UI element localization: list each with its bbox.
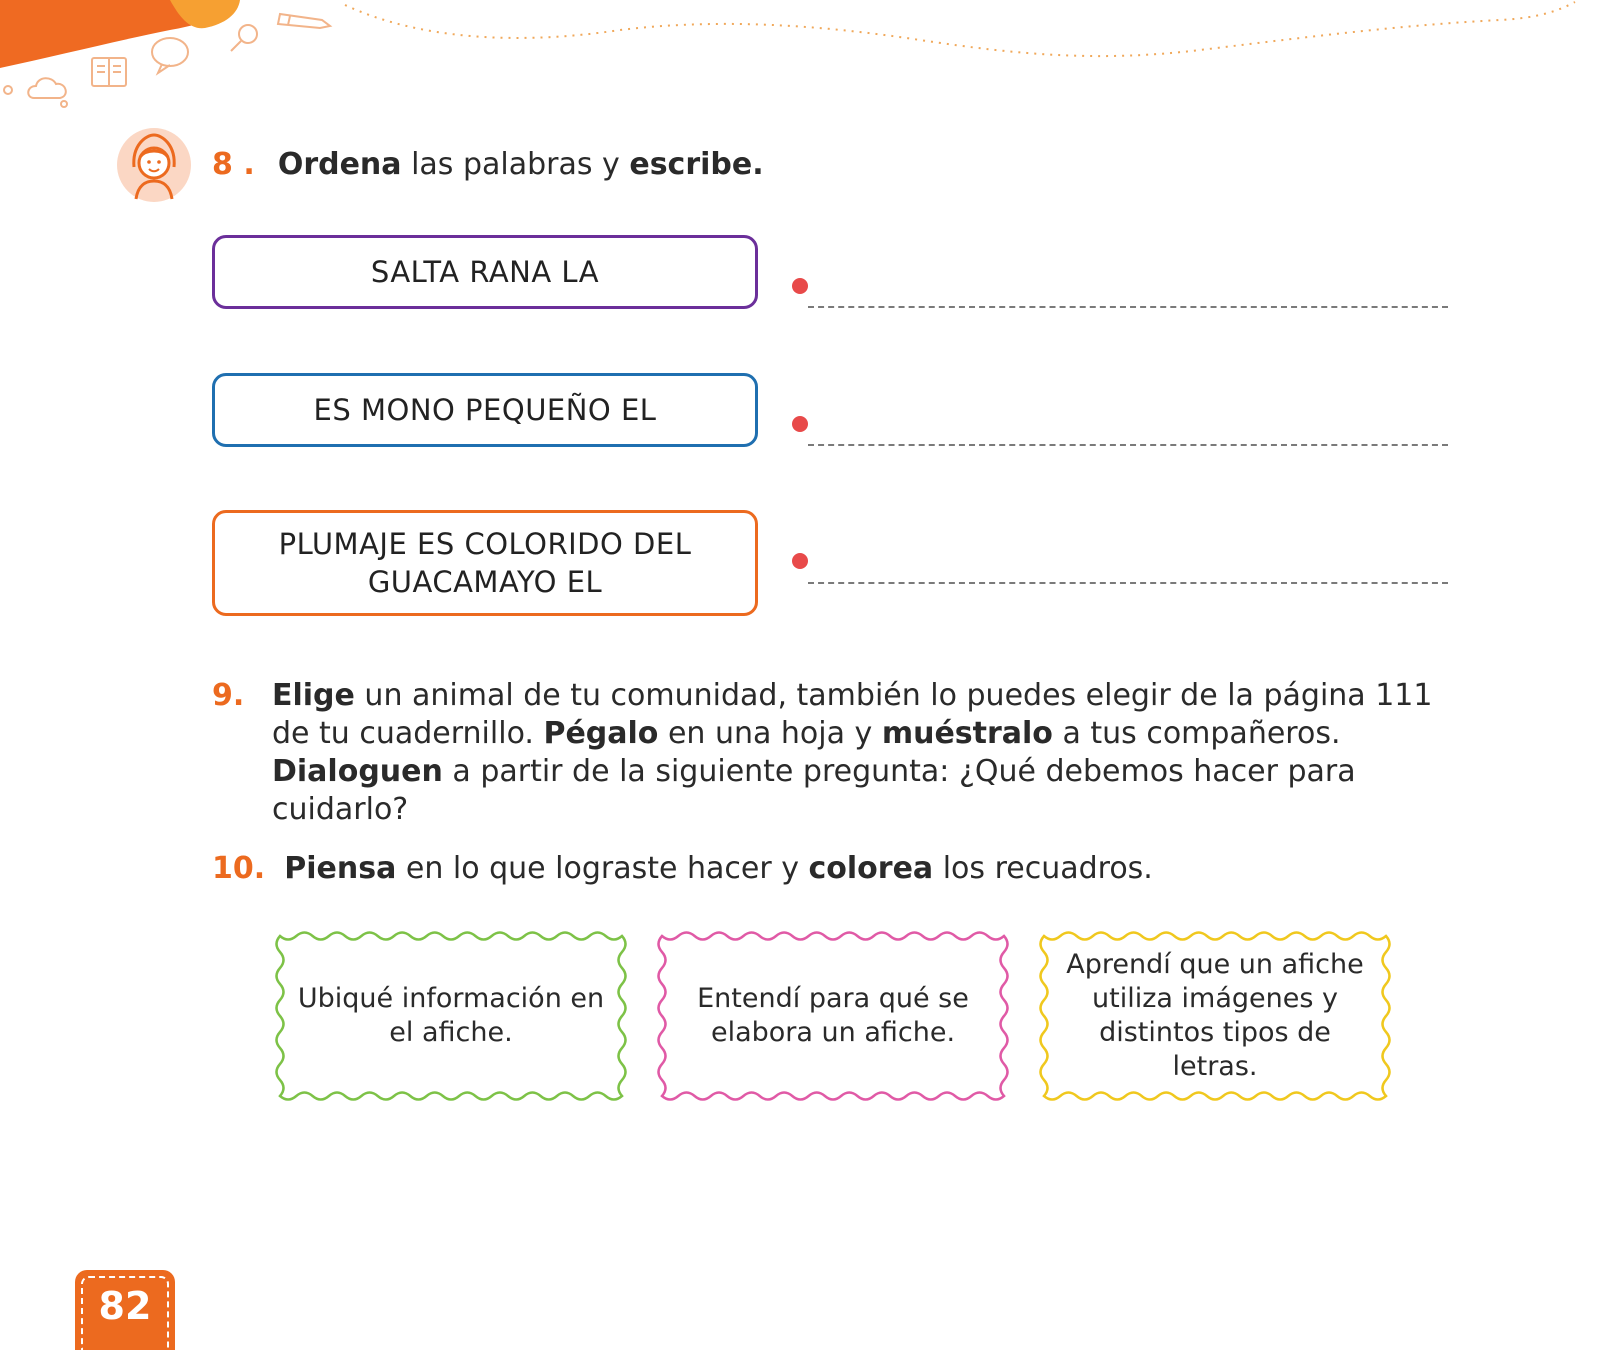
instruction-text: a tus compañeros.	[1052, 716, 1341, 751]
answer-line-3[interactable]	[808, 582, 1448, 584]
self-eval-box-3[interactable]	[1038, 930, 1392, 1102]
question-number: 9.	[212, 678, 245, 713]
scrambled-words-line-2: GUACAMAYO EL	[367, 565, 603, 599]
answer-bullet	[792, 553, 808, 569]
self-eval-text: Ubiqué información en el afiche.	[297, 983, 605, 1048]
instruction-verb: Pégalo	[543, 716, 659, 751]
book-icon	[92, 58, 126, 86]
answer-bullet	[792, 278, 808, 294]
instruction-text: las palabras y	[401, 147, 630, 182]
scrambled-words-box-3	[212, 510, 758, 616]
instruction-text: un animal de tu comunidad, también lo puedes elegir de la página 111 de tu cuadernillo.	[272, 678, 1433, 751]
instruction-text: los recuadros.	[933, 851, 1153, 886]
pencil-icon	[278, 14, 330, 28]
page-number-tab	[75, 1270, 175, 1350]
scrambled-words: ES MONO PEQUEÑO EL	[313, 393, 657, 427]
instruction-verb: Dialoguen	[272, 754, 443, 789]
girl-avatar-icon	[116, 127, 192, 203]
instruction-text: a partir de la siguiente pregunta: ¿Qué debemos hacer para cuidarlo?	[272, 754, 1356, 827]
self-eval-text: Aprendí que un afiche utiliza imágenes y distintos tipos de letras.	[1066, 949, 1364, 1082]
self-eval-box-2[interactable]	[656, 930, 1010, 1102]
answer-line-1[interactable]	[808, 306, 1448, 308]
top-decoration	[0, 0, 1600, 120]
answer-bullet	[792, 416, 808, 432]
instruction-verb: Piensa	[284, 851, 397, 886]
question-8-heading	[212, 146, 764, 184]
self-eval-box-1[interactable]	[274, 930, 628, 1102]
scrambled-words-box-1	[212, 235, 758, 309]
cloud-icon	[4, 78, 67, 107]
instruction-text: en lo que lograste hacer y	[396, 851, 809, 886]
answer-line-2[interactable]	[808, 444, 1448, 446]
speech-bubble-icon	[152, 38, 188, 73]
question-number: 10.	[212, 851, 266, 886]
instruction-text: en una hoja y	[658, 716, 882, 751]
instruction-verb: Ordena	[277, 147, 402, 182]
question-number: 8 .	[212, 147, 255, 182]
instruction-verb: muéstralo	[881, 716, 1053, 751]
page-number: 82	[98, 1284, 152, 1328]
scrambled-words-box-2	[212, 373, 758, 447]
magnifier-icon	[231, 25, 257, 51]
scrambled-words-line-1: PLUMAJE ES COLORIDO DEL	[278, 527, 692, 561]
self-eval-text: Entendí para qué se elabora un afiche.	[697, 983, 969, 1048]
instruction-verb: Elige	[272, 678, 355, 713]
instruction-verb: escribe.	[629, 147, 764, 182]
question-9-text	[272, 677, 1472, 829]
scrambled-words: SALTA RANA LA	[370, 255, 600, 289]
instruction-verb: colorea	[808, 851, 934, 886]
question-10-heading	[212, 850, 1153, 888]
